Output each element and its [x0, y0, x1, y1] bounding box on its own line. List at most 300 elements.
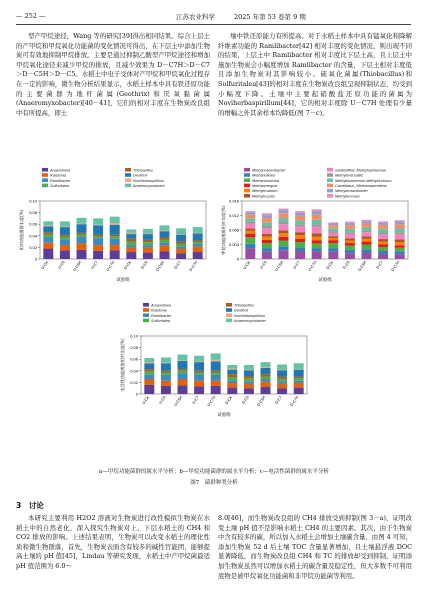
legend-label: Methylomonas [335, 194, 360, 199]
bar-segment [395, 239, 405, 242]
page-header [16, 10, 411, 25]
y-tick-label: 0.008 [228, 227, 239, 233]
bar-segment [279, 209, 289, 211]
bar-segment [144, 363, 154, 369]
bar-segment [345, 232, 355, 234]
bar-segment [60, 250, 70, 259]
bar-segment [262, 252, 272, 259]
bar-segment [312, 251, 322, 259]
bar-segment [93, 238, 103, 245]
bar-segment [362, 239, 372, 242]
y-tick-label: 0.06 [130, 356, 138, 362]
bar-segment [77, 218, 87, 224]
legend-swatch [327, 178, 333, 182]
bar-segment [328, 240, 338, 243]
legend-swatch [244, 184, 250, 188]
bar-segment [395, 220, 405, 222]
legend-swatch [143, 319, 149, 323]
x-tick-label: U-C7H [105, 260, 116, 273]
bar-segment [227, 383, 237, 388]
legend-label: Anaeromyxobacter [133, 184, 165, 188]
y-axis-label: 甲烷功能菌群相对丰度(%) [221, 205, 226, 255]
bar-segment [93, 245, 103, 251]
bar-segment [161, 381, 171, 386]
bar-segment [294, 381, 304, 383]
bar-segment [194, 356, 204, 362]
bar-segment [110, 235, 120, 237]
body-paragraph: 型产甲烷途径，Wang 等的研究[39]得出相同结果。综合上层土的产甲烷和甲烷氧化功能菌的变化情况可得出，在下层土中添加生物炭可有效地抑制甲烷排放。主要是通过抑制乙酸型产甲烷途径和增加甲烷氧化途径来减少甲烷的排放，且减少效果为 D－C7H＞D－C7＞D－C5H＞D－C5。水稻土中电子受体对产甲烷和甲烷氧化过程存在一定的影响，微生物分析结果显示，水稻土样本中具有铁还原功能的主要菌群为地杆菌属(Geothrix)和厌氧黏菌属(Anaeromyxobacter)[40－41]，它们的相对丰度在生物炭改良组中有所提高，即土 [16, 32, 210, 117]
x-tick-label: D-C7 [274, 395, 283, 405]
bar-segment [43, 232, 53, 234]
bar-segment [261, 377, 271, 380]
bar-segment [295, 235, 305, 239]
bar-segment [161, 363, 171, 371]
bar-segment [160, 246, 170, 252]
x-tick-label: U-C5 [57, 260, 66, 270]
bar-segment [261, 374, 271, 376]
bar-segment [93, 251, 103, 259]
bar-segment [294, 388, 304, 394]
bar-segment [395, 222, 405, 225]
legend-swatch [327, 184, 333, 188]
bar-segment [378, 223, 388, 225]
bar-segment [160, 238, 170, 240]
bar-segment [176, 246, 186, 248]
bar-segment [211, 381, 221, 386]
bar-segment [295, 239, 305, 242]
bar-segment [194, 373, 204, 375]
bar-segment [144, 369, 154, 371]
legend-label: Methyloversatilis [335, 173, 364, 178]
bar-segment [160, 231, 170, 237]
bar-segment [245, 244, 255, 248]
bar-segment [262, 243, 272, 248]
bar-segment [395, 232, 405, 234]
x-tick-label: U-C7 [90, 260, 99, 270]
bar-segment [395, 234, 405, 239]
y-axis-label: 电活性功能菌群相对丰度(%) [120, 338, 125, 392]
bar-segment [211, 386, 221, 394]
bar-segment [277, 381, 287, 383]
bar-segment [227, 388, 237, 394]
x-tick-label: U-C7 [292, 260, 301, 270]
bar-segment [279, 213, 289, 218]
right-column [218, 32, 412, 118]
bar-segment [193, 227, 203, 233]
legend-swatch [226, 303, 232, 307]
bar-segment [144, 385, 154, 394]
bar-segment [244, 384, 254, 389]
bar-segment [160, 251, 170, 259]
bar-segment [43, 235, 53, 238]
bar-segment [161, 373, 171, 375]
bar-segment [245, 218, 255, 221]
bar-segment [345, 229, 355, 232]
legend-label: Methanosarcina [252, 178, 280, 183]
bar-segment [295, 221, 305, 225]
bar-segment [277, 384, 287, 389]
bar-segment [261, 387, 271, 394]
figure-7 [16, 165, 412, 465]
bar-segment [160, 231, 170, 232]
bar-segment [161, 371, 171, 373]
bar-segment [362, 252, 372, 259]
bar-segment [295, 251, 305, 259]
bar-segment [143, 240, 153, 242]
x-tick-label: U-C5 [259, 260, 268, 270]
bar-segment [262, 234, 272, 237]
bar-segment [277, 370, 287, 371]
bar-segment [378, 225, 388, 229]
bar-segment [312, 233, 322, 236]
bar-segment [126, 233, 136, 234]
legend-swatch [143, 308, 149, 312]
x-tick-label: D-C5 [241, 395, 250, 405]
legend-swatch [244, 173, 250, 177]
x-tick-label: U-C7 [191, 395, 200, 405]
bar-segment [43, 225, 53, 226]
bar-segment [328, 238, 338, 240]
bar-segment [178, 385, 188, 394]
chart-b [218, 165, 412, 283]
bar-segment [362, 220, 372, 221]
legend-swatch [226, 313, 232, 317]
bar-segment [261, 368, 271, 374]
bar-segment [143, 229, 153, 234]
x-tick-label: U-C7H [206, 395, 217, 408]
bar-segment [262, 226, 272, 228]
bar-segment [295, 242, 305, 247]
bar-segment [362, 223, 372, 227]
bar-segment [312, 215, 322, 220]
figure-caption: 图7 菌群种类分析 [190, 480, 238, 486]
bar-segment [77, 243, 87, 249]
bar-segment [178, 361, 188, 369]
bar-segment [395, 242, 405, 245]
x-axis-label: 试验组 [116, 278, 130, 283]
bar-segment [178, 360, 188, 361]
legend-swatch [42, 178, 48, 182]
x-tick-label: D-C5 [140, 260, 149, 270]
bar-segment [211, 371, 221, 373]
bar-segment [77, 224, 87, 233]
bar-segment [262, 213, 272, 215]
body-paragraph: 壤中铁还原能力有所提高。对于水稻土样本中具有锰氧化和降解纤维素功能的 Ramlibacter[42] 相对丰度的变化情况，则出现不同的结果，上层土中 Ramlibacter 相对丰度比下层土高，且上层土中施加生物炭会小幅度增加 Ramlibacter 的含量，下层土相对丰度低且添加生物炭对其影响较小。硫氧化菌属(Thiobacillus)和 Sulfuritalea[43]的相对丰度在生物炭改良组呈现抑制状态，均受到小幅度下降。土壤中主要起硝酸盐还原功能的菌属为 Noviherbaspirillum[44]，它的相对丰度除 U－C7H 处理有少量的增幅之外其余样本均降低(图 7－c)。 [218, 32, 412, 117]
bar-segment [126, 252, 136, 259]
x-tick-label: U-C5H [72, 260, 83, 273]
discussion-right [218, 514, 412, 581]
bar-segment [193, 247, 203, 252]
bar-segment [328, 231, 338, 232]
bar-segment [312, 241, 322, 244]
legend-swatch [327, 173, 333, 177]
x-axis-label: 试验组 [318, 278, 332, 283]
bar-segment [279, 233, 289, 237]
bar-segment [178, 371, 188, 373]
bar-segment [144, 362, 154, 363]
y-tick-label: 0.012 [228, 213, 239, 218]
legend-label: Methylocystis [252, 194, 275, 199]
x-tick-label: U-CK [242, 260, 252, 271]
legend-label: Ramlibacter [151, 313, 172, 318]
bar-segment [60, 245, 70, 250]
left-column [16, 32, 210, 118]
x-tick-label: D-CK [325, 260, 335, 271]
bar-segment [144, 358, 154, 362]
bar-segment [328, 222, 338, 223]
bar-segment [362, 242, 372, 245]
legend-swatch [125, 173, 131, 177]
bar-segment [245, 248, 255, 259]
bar-segment [60, 235, 70, 237]
bar-segment [328, 248, 338, 252]
bar-segment [194, 362, 204, 371]
bar-segment [328, 236, 338, 238]
x-tick-label: D-C5H [155, 260, 166, 273]
discussion-paragraph: 本研究主要利用 H2O2 溶液对生物炭进行改性模拟生物炭在水稻土中的自然老化，深入探究生物炭对上、下层水稻土的 CH4 和 CO2 排放的影响。上述结果表明，生物炭可以改变水稻土的理化性质和微生物群落，首先，生物炭表面含有较多的碱性官能团，能够提高土壤的 pH 值[45]，Lindau 等研究发现，水稻土中产甲烷菌最适 pH 值范围为 6.0～ [16, 514, 210, 570]
bar-segment [277, 379, 287, 381]
chart-c [117, 300, 311, 418]
bar-segment [178, 373, 188, 379]
bar-segment [395, 248, 405, 252]
bar-segment [245, 229, 255, 231]
bar-segment [328, 223, 338, 225]
bar-segment [295, 216, 305, 221]
bar-segment [194, 386, 204, 394]
bar-segment [395, 251, 405, 254]
x-tick-label: D-C7H [289, 395, 300, 408]
bar-segment [294, 377, 304, 379]
bar-segment [395, 229, 405, 233]
bar-segment [362, 227, 372, 230]
bar-segment [211, 373, 221, 375]
page-number: — 252 — [16, 12, 46, 20]
x-tick-label: U-C5 [158, 395, 167, 405]
bar-segment [312, 209, 322, 211]
bar-segment [77, 224, 87, 225]
bar-segment [245, 211, 255, 212]
y-tick-label: 0.08 [29, 210, 37, 216]
bar-segment [211, 360, 221, 362]
bar-segment [262, 218, 272, 222]
x-tick-label: D-C7 [375, 260, 384, 270]
bar-segment [261, 367, 271, 368]
legend-swatch [327, 194, 333, 198]
bar-segment [328, 252, 338, 259]
legend-label: Anaerolinea [151, 303, 172, 308]
bar-segment [176, 244, 186, 246]
bar-segment [60, 239, 70, 245]
bar-segment [277, 364, 287, 369]
bar-segment [279, 237, 289, 241]
bar-segment [294, 383, 304, 388]
x-tick-label: D-CK [224, 395, 234, 406]
bar-segment [193, 233, 203, 234]
bar-segment [294, 369, 304, 370]
bar-segment [328, 228, 338, 231]
bar-segment [262, 240, 272, 243]
x-tick-label: D-C5H [256, 395, 267, 408]
x-tick-label: U-CK [40, 260, 50, 271]
bar-segment [60, 227, 70, 235]
y-tick-label: 0 [236, 256, 239, 262]
bar-segment [378, 221, 388, 222]
bar-segment [193, 240, 203, 242]
bar-segment [245, 237, 255, 244]
bar-segment [262, 215, 272, 218]
bar-segment [161, 363, 171, 364]
legend-swatch [125, 178, 131, 182]
legend-swatch [244, 189, 250, 193]
bar-segment [161, 375, 171, 381]
bar-segment [277, 370, 287, 376]
legend-swatch [42, 184, 48, 188]
bar-segment [211, 375, 221, 381]
bar-segment [110, 239, 120, 245]
y-tick-label: 0.016 [228, 198, 239, 204]
x-tick-label: D-C7H [390, 260, 401, 273]
bar-segment [176, 242, 186, 244]
x-tick-label: D-C7 [173, 260, 182, 270]
bar-segment [345, 225, 355, 229]
bar-segment [294, 363, 304, 369]
bar-segment [378, 239, 388, 242]
bar-segment [328, 233, 338, 237]
legend-swatch [244, 178, 250, 182]
discussion-paragraph: 8.0[46]，而生物炭改良组的 CH4 排放受到抑制(图 3－a)，证明改变土壤 pH 值不是影响水稻土 CH4 的主要因素。其次，由于生物炭中含有较多的碳，所以加入水稻土会增加土壤碳含量，由图 4 可知，添加生物炭 52 d 后土壤 TOC 含量显著增加，且土壤悬浮液 DOC 显著降低，而生物炭改良组 CH4 和 TC 的排放却受到抑制，证明添加生物炭虽然可以增加水稻土的碳含量及稳定性，但大多数不可利用底物是被甲烷氧化功能菌和非甲烷功能菌等利用。 [218, 514, 412, 580]
bar-segment [60, 221, 70, 226]
legend-swatch [244, 168, 250, 172]
bar-segment [378, 229, 388, 233]
x-tick-label: U-C7H [307, 260, 318, 273]
bar-segment [345, 234, 355, 238]
bar-segment [193, 233, 203, 240]
bar-segment [144, 380, 154, 385]
bar-segment [161, 357, 171, 362]
bar-segment [126, 229, 136, 232]
bar-segment [295, 232, 305, 235]
bar-segment [378, 234, 388, 239]
bar-segment [60, 237, 70, 239]
legend-label: Geothrix [133, 173, 148, 178]
bar-segment [126, 245, 136, 247]
bar-segment [194, 381, 204, 387]
bar-segment [178, 369, 188, 371]
bar-segment [279, 218, 289, 222]
bar-segment [143, 234, 153, 240]
bar-segment [144, 371, 154, 374]
bar-segment [244, 381, 254, 383]
bar-segment [211, 362, 221, 371]
bar-segment [43, 238, 53, 243]
bar-segment [160, 225, 170, 230]
bar-segment [378, 233, 388, 235]
bar-segment [312, 248, 322, 251]
bar-segment [312, 220, 322, 224]
bar-segment [227, 365, 237, 368]
bar-segment [262, 228, 272, 234]
bar-segment [176, 253, 186, 259]
bar-segment [279, 222, 289, 224]
bar-segment [395, 245, 405, 248]
bar-segment [245, 215, 255, 219]
bar-segment [93, 218, 103, 224]
y-tick-label: 0.02 [130, 379, 138, 385]
x-tick-label: U-CK [141, 395, 151, 406]
legend-swatch [327, 168, 333, 172]
bar-segment [178, 355, 188, 361]
bar-segment [312, 212, 322, 215]
y-tick-label: 0 [34, 256, 37, 262]
bar-segment [77, 250, 87, 259]
x-tick-label: D-C7H [188, 260, 199, 273]
legend-label: Methanolinea [252, 173, 275, 178]
legend-label: Methyloceanibacter [335, 189, 368, 194]
bar-segment [93, 225, 103, 234]
bar-segment [160, 243, 170, 246]
bar-segment [60, 227, 70, 228]
bar-segment [362, 237, 372, 239]
y-tick-label: 0 [135, 391, 138, 397]
bar-segment [227, 368, 237, 369]
bar-segment [378, 251, 388, 254]
bar-segment [295, 224, 305, 226]
bar-segment [227, 381, 237, 383]
bar-segment [378, 247, 388, 251]
bar-segment [77, 235, 87, 237]
bar-segment [262, 248, 272, 252]
bar-segment [345, 241, 355, 244]
legend-label: Candidatus_Methanoperedens [335, 184, 387, 188]
legend-label: Sulfuritalea [151, 319, 170, 323]
bar-segment [395, 225, 405, 229]
bar-segment [194, 371, 204, 373]
legend-swatch [125, 184, 131, 188]
bar-segment [244, 388, 254, 394]
bar-segment [110, 225, 120, 235]
bar-segment [193, 242, 203, 244]
bar-segment [244, 370, 254, 371]
bar-segment [244, 370, 254, 376]
bar-segment [345, 243, 355, 246]
bar-segment [43, 249, 53, 259]
legend-label: Thiobacillus [234, 303, 255, 308]
legend-label: Anaeromyxobacter [234, 319, 266, 323]
legend-label: Ralstonia [151, 308, 167, 313]
x-axis-label: 试验组 [217, 413, 231, 418]
legend-swatch [42, 173, 48, 177]
bar-segment [345, 223, 355, 225]
bar-segment [295, 213, 305, 216]
bar-segment [126, 239, 136, 242]
x-tick-label: D-CK [123, 260, 133, 271]
figure-subcaption: a—甲烷功能菌群的属水平分析；b—甲烷功能菌群的属水平分析；c—电活性菌群的属水平分析 [99, 469, 329, 475]
bar-segment [261, 380, 271, 382]
legend-label: unidentified_Methylophilaceae [335, 168, 387, 173]
bar-segment [176, 235, 186, 242]
y-tick-label: 0.08 [130, 345, 138, 351]
x-tick-label: D-C5 [342, 260, 351, 270]
y-axis-label: 相对功能菌群丰度(%) [19, 209, 24, 251]
legend-label: Methylocaldum [252, 189, 278, 194]
bar-segment [279, 241, 289, 247]
discussion-left [16, 514, 210, 572]
bar-segment [176, 249, 186, 254]
legend-swatch [327, 189, 333, 193]
bar-segment [160, 240, 170, 243]
bar-segment [378, 245, 388, 248]
bar-segment [362, 245, 372, 250]
